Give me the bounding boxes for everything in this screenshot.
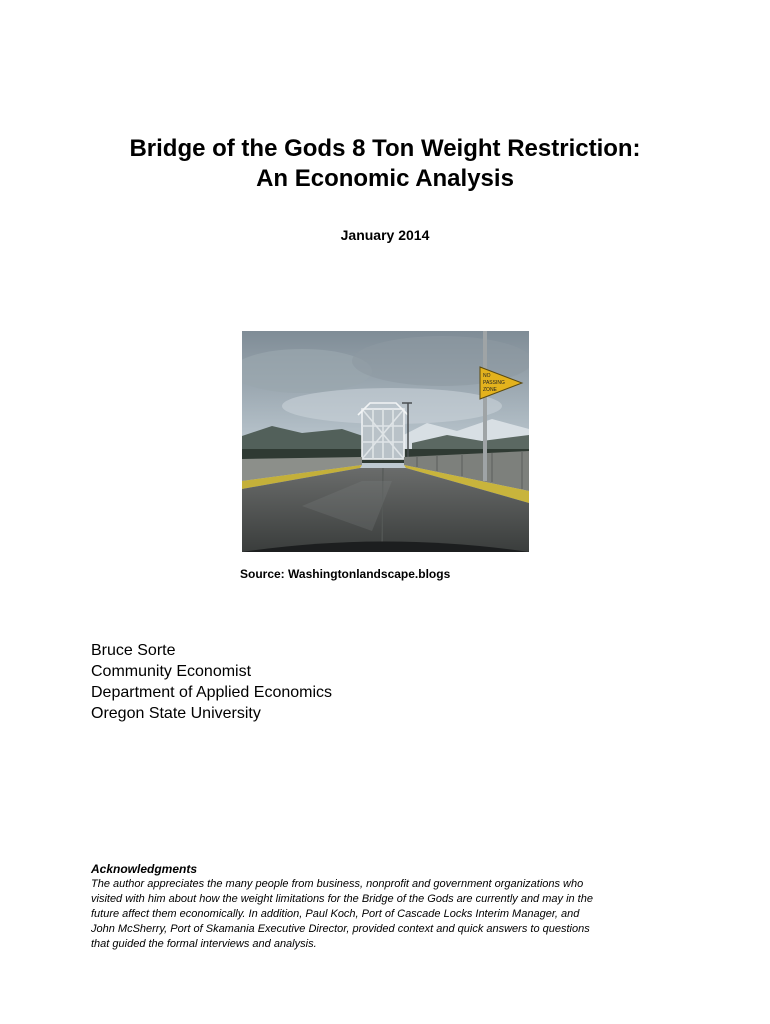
bridge-photo-drawing	[242, 331, 529, 552]
acknowledgments-line: The author appreciates the many people from business, nonprofit and government organizations who	[91, 878, 584, 890]
acknowledgments	[91, 862, 691, 952]
acknowledgments-line: visited with him about how the weight limitations for the Bridge of the Gods are currently and may in the	[91, 893, 593, 905]
author-name: Bruce Sorte	[91, 642, 176, 659]
acknowledgments-heading: Acknowledgments	[91, 862, 198, 876]
sign-text: ZONE	[483, 387, 497, 393]
bridge-photo	[242, 331, 529, 552]
sign-text: PASSING	[483, 380, 505, 386]
acknowledgments-line: future affect them economically. In addition, Paul Koch, Port of Cascade Locks Interim Manager, and	[91, 908, 580, 920]
photo-caption: Source: Washingtonlandscape.blogs	[240, 567, 451, 581]
sign-text: NO	[483, 373, 491, 379]
publication-date: January 2014	[340, 227, 430, 243]
acknowledgments-line: that guided the formal interviews and analysis.	[91, 938, 317, 950]
author-university: Oregon State University	[91, 705, 261, 722]
author-info	[91, 640, 332, 724]
acknowledgments-line: John McSherry, Port of Skamania Executive Director, provided context and quick answers to questions	[91, 923, 590, 935]
author-department: Department of Applied Economics	[91, 684, 333, 701]
author-role: Community Economist	[91, 663, 252, 680]
title-line-1: Bridge of the Gods 8 Ton Weight Restriction:	[129, 135, 641, 162]
title-line-2: An Economic Analysis	[256, 165, 514, 192]
bridge-truss	[358, 403, 408, 459]
document-title	[0, 134, 770, 194]
sign-pole	[483, 331, 487, 481]
